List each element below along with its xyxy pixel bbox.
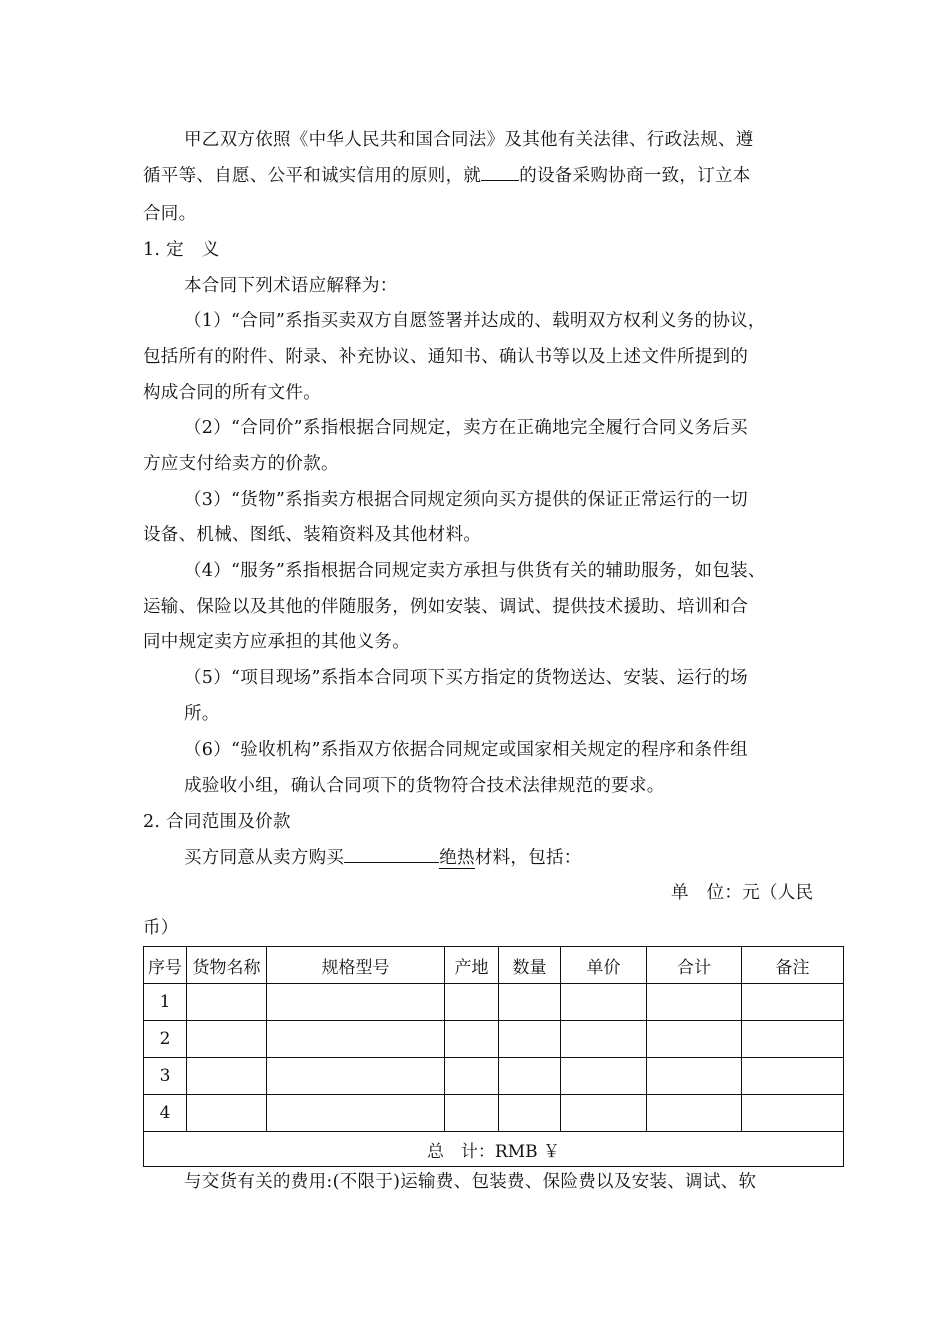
definition-2-line-2: 方应支付给卖方的价款。 [143,454,339,474]
row-origin [445,984,499,1021]
row-unit-price [561,1021,647,1058]
delivery-fees-line: 与交货有关的费用:(不限于)运输费、包装费、保险费以及安装、调试、软 [184,1172,757,1192]
row-remarks [742,1095,844,1132]
row-quantity [499,1095,561,1132]
row-origin [445,1058,499,1095]
table-header-row [144,947,844,984]
row-subtotal [647,1021,742,1058]
row-origin [445,1021,499,1058]
unit-note-line-2: 币） [143,918,179,938]
row-seq: 3 [144,1058,187,1095]
purchase-line [184,844,582,869]
purchase-after: 材料，包括： [474,848,582,868]
row-unit-price [561,1058,647,1095]
intro-line-3: 合同。 [143,204,197,224]
goods-table [143,946,844,1167]
row-unit-price [561,1095,647,1132]
header-spec-model: 规格型号 [267,947,445,984]
table-row [144,1095,844,1132]
row-goods-name [187,984,267,1021]
table-row [144,1058,844,1095]
definition-3-line-2: 设备、机械、图纸、装箱资料及其他材料。 [143,525,482,545]
table-row [144,984,844,1021]
table-row [144,1021,844,1058]
definition-4-line-3: 同中规定卖方应承担的其他义务。 [143,632,410,652]
definition-1-line-1: （1）“合同”系指买卖双方自愿签署并达成的、载明双方权利义务的协议， [184,311,766,331]
definition-4-line-1: （4）“服务”系指根据合同规定卖方承担与供货有关的辅助服务，如包装、 [184,561,766,581]
row-remarks [742,984,844,1021]
table-total-row [144,1132,844,1167]
section-2-heading: 2. 合同范围及价款 [143,812,291,832]
row-remarks [742,1058,844,1095]
row-origin [445,1095,499,1132]
row-unit-price [561,984,647,1021]
row-seq: 4 [144,1095,187,1132]
intro-line-2-after: 的设备采购协商一致，订立本 [519,166,751,186]
definition-1-line-2: 包括所有的附件、附录、补充协议、通知书、确认书等以及上述文件所提到的 [143,347,749,367]
section-1-lead: 本合同下列术语应解释为： [184,276,398,296]
definition-3-line-1: （3）“货物”系指卖方根据合同规定须向买方提供的保证正常运行的一切 [184,490,748,510]
purchase-blank [344,844,439,863]
row-spec-model [267,1095,445,1132]
project-name-blank [481,162,519,181]
intro-line-2 [143,162,751,187]
definition-1-line-3: 构成合同的所有文件。 [143,383,321,403]
row-goods-name [187,1058,267,1095]
definition-6-line-2: 成验收小组，确认合同项下的货物符合技术法律规范的要求。 [184,776,665,796]
row-goods-name [187,1095,267,1132]
header-seq: 序号 [144,947,187,984]
header-origin: 产地 [445,947,499,984]
section-1-heading: 1. 定 义 [143,240,220,260]
row-remarks [742,1021,844,1058]
row-quantity [499,1021,561,1058]
definition-2-line-1: （2）“合同价”系指根据合同规定，卖方在正确地完全履行合同义务后买 [184,418,748,438]
header-quantity: 数量 [499,947,561,984]
definition-6-line-1: （6）“验收机构”系指双方依据合同规定或国家相关规定的程序和条件组 [184,740,748,760]
header-subtotal: 合计 [647,947,742,984]
header-unit-price: 单价 [561,947,647,984]
row-subtotal [647,1058,742,1095]
header-remarks: 备注 [742,947,844,984]
intro-line-1: 甲乙双方依照《中华人民共和国合同法》及其他有关法律、行政法规、遵 [184,130,754,150]
definition-4-line-2: 运输、保险以及其他的伴随服务，例如安装、调试、提供技术援助、培训和合 [143,597,749,617]
row-goods-name [187,1021,267,1058]
row-seq: 1 [144,984,187,1021]
row-subtotal [647,984,742,1021]
unit-note-line-1: 单 位：元（人民 [671,883,814,903]
row-subtotal [647,1095,742,1132]
purchase-underlined-text: 绝热 [439,848,475,868]
row-spec-model [267,1021,445,1058]
row-spec-model [267,1058,445,1095]
row-spec-model [267,984,445,1021]
row-quantity [499,984,561,1021]
row-seq: 2 [144,1021,187,1058]
row-quantity [499,1058,561,1095]
definition-5-line-1: （5）“项目现场”系指本合同项下买方指定的货物送达、安装、运行的场 [184,668,748,688]
purchase-before: 买方同意从卖方购买 [184,848,345,868]
intro-line-2-before: 循平等、自愿、公平和诚实信用的原则，就 [143,166,482,186]
definition-5-line-2: 所。 [184,704,220,724]
header-goods-name: 货物名称 [187,947,267,984]
total-label: 总 计：RMB ￥ [144,1132,844,1167]
